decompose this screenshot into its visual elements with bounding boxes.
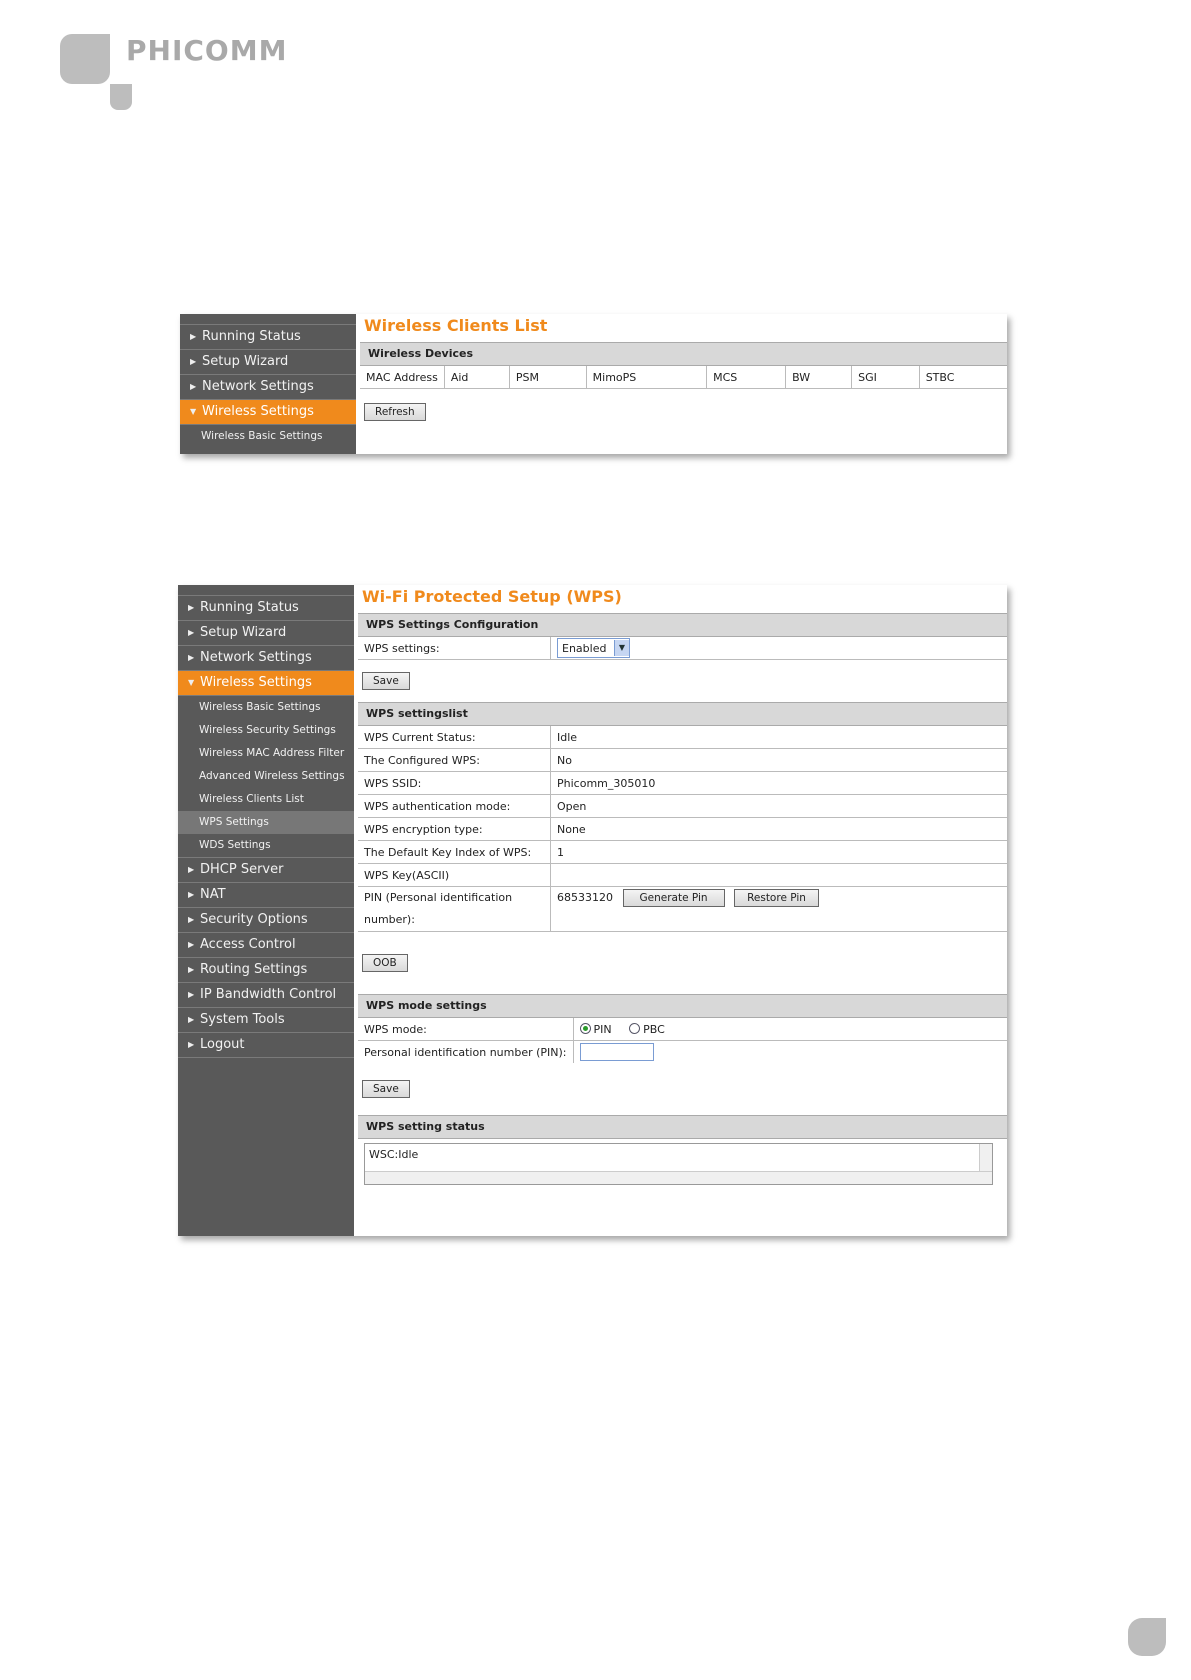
wps-configured: No	[551, 749, 1008, 772]
radio-pin[interactable]	[580, 1023, 591, 1034]
arrow-right-icon: ▶	[188, 628, 195, 637]
col-aid: Aid	[444, 366, 509, 389]
radio-pbc[interactable]	[629, 1023, 640, 1034]
col-sgi: SGI	[852, 366, 920, 389]
table-row: WPS mode: PIN PBC	[358, 1018, 1007, 1041]
arrow-right-icon: ▶	[188, 1015, 195, 1024]
page-title: Wireless Clients List	[364, 316, 548, 335]
nav-sub-wireless-basic[interactable]: Wireless Basic Settings	[201, 430, 323, 442]
arrow-right-icon: ▶	[188, 890, 195, 899]
nav-sub-wds-settings[interactable]: WDS Settings	[178, 834, 354, 858]
pin-value: 68533120	[557, 891, 613, 904]
logo-text: PHICOMM	[126, 34, 288, 67]
wps-encryption: None	[551, 818, 1008, 841]
arrow-right-icon: ▶	[188, 915, 195, 924]
arrow-right-icon: ▶	[188, 653, 195, 662]
table-row: WPS encryption type: None	[358, 818, 1007, 841]
wps-list-table	[358, 726, 1007, 932]
table-row	[358, 637, 1007, 660]
nav-security-options[interactable]: ▶ Security Options	[178, 908, 354, 933]
pin-input[interactable]	[580, 1043, 654, 1061]
wps-key-index: 1	[551, 841, 1008, 864]
col-mcs: MCS	[707, 366, 786, 389]
table-row: WPS Current Status: Idle	[358, 726, 1007, 749]
horizontal-scrollbar[interactable]	[365, 1171, 992, 1184]
arrow-right-icon: ▶	[188, 990, 195, 999]
wireless-clients-screenshot	[180, 314, 1007, 454]
wps-key-ascii	[551, 864, 1008, 887]
col-psm: PSM	[509, 366, 586, 389]
save-config-button[interactable]: Save	[362, 672, 410, 690]
phicomm-logo	[60, 34, 320, 114]
arrow-right-icon: ▶	[188, 603, 195, 612]
section-wps-status: WPS setting status	[358, 1115, 1007, 1139]
section-wps-list: WPS settingslist	[358, 702, 1007, 726]
arrow-right-icon: ▶	[188, 1040, 195, 1049]
nav-sub-wireless-security[interactable]: Wireless Security Settings	[199, 724, 336, 736]
arrow-right-icon: ▶	[190, 332, 197, 341]
nav-setup-wizard[interactable]: ▶ Setup Wizard	[180, 350, 356, 375]
oob-button[interactable]: OOB	[362, 954, 408, 972]
nav-access-control[interactable]: ▶ Access Control	[178, 933, 354, 958]
section-wps-config: WPS Settings Configuration	[358, 613, 1007, 637]
clients-table	[360, 366, 1007, 389]
content	[354, 585, 1007, 1236]
save-mode-button[interactable]: Save	[362, 1080, 410, 1098]
nav-sub-wireless-basic[interactable]: Wireless Basic Settings	[199, 701, 321, 713]
nav-network-settings[interactable]: ▶ Network Settings	[178, 646, 354, 671]
table-row: WPS Key(ASCII)	[358, 864, 1007, 887]
generate-pin-button[interactable]: Generate Pin	[623, 889, 725, 907]
nav-network-settings[interactable]: ▶ Network Settings	[180, 375, 356, 400]
pin-field-label: Personal identification number (PIN):	[358, 1041, 573, 1064]
table-row: WPS SSID: Phicomm_305010	[358, 772, 1007, 795]
wps-mode-label: WPS mode:	[358, 1018, 573, 1041]
sidebar	[178, 585, 354, 1236]
wps-auth-mode: Open	[551, 795, 1008, 818]
table-row: PIN (Personal identification number): 68533120 Generate Pin Restore Pin	[358, 887, 1007, 932]
table-row: WPS authentication mode: Open	[358, 795, 1007, 818]
nav-sub-wps-settings[interactable]: WPS Settings	[178, 811, 354, 834]
restore-pin-button[interactable]: Restore Pin	[734, 889, 819, 907]
table-row: The Configured WPS: No	[358, 749, 1007, 772]
page-corner-mark	[1128, 1618, 1166, 1656]
nav-running-status[interactable]: ▶ Running Status	[180, 325, 356, 350]
nav-routing-settings[interactable]: ▶ Routing Settings	[178, 958, 354, 983]
logo-mark-icon	[60, 34, 110, 84]
nav-wireless-settings[interactable]: ▼ Wireless Settings	[178, 671, 354, 696]
nav-sub-advanced-wireless[interactable]: Advanced Wireless Settings	[199, 770, 345, 782]
wps-ssid: Phicomm_305010	[551, 772, 1008, 795]
nav-dhcp-server[interactable]: ▶ DHCP Server	[178, 858, 354, 883]
arrow-right-icon: ▶	[188, 940, 195, 949]
wps-status-textarea[interactable]: WSC:Idle	[364, 1143, 993, 1185]
logo-mark-tail	[110, 84, 132, 110]
wps-settings-select[interactable]: Enabled ▼	[557, 638, 630, 658]
section-wps-mode: WPS mode settings	[358, 994, 1007, 1018]
content	[356, 314, 1007, 454]
col-bw: BW	[786, 366, 852, 389]
table-row	[358, 1041, 1007, 1064]
arrow-down-icon: ▼	[190, 407, 197, 416]
nav-sub-clients-list[interactable]: Wireless Clients List	[199, 793, 304, 805]
table-row: The Default Key Index of WPS: 1	[358, 841, 1007, 864]
arrow-right-icon: ▶	[188, 865, 195, 874]
vertical-scrollbar[interactable]	[979, 1144, 992, 1172]
chevron-down-icon: ▼	[614, 640, 629, 656]
nav-ip-bandwidth-control[interactable]: ▶ IP Bandwidth Control	[178, 983, 354, 1008]
table-header-row	[360, 366, 1007, 389]
col-stbc: STBC	[919, 366, 1007, 389]
arrow-right-icon: ▶	[188, 965, 195, 974]
arrow-right-icon: ▶	[190, 357, 197, 366]
refresh-button[interactable]: Refresh	[364, 403, 426, 421]
sidebar	[180, 314, 356, 454]
section-wireless-devices: Wireless Devices	[360, 342, 1007, 366]
nav-sub-mac-filter[interactable]: Wireless MAC Address Filter	[199, 747, 345, 759]
wps-settings-label: WPS settings:	[358, 637, 551, 660]
nav-system-tools[interactable]: ▶ System Tools	[178, 1008, 354, 1033]
wps-screenshot	[178, 585, 1007, 1236]
nav-logout[interactable]: ▶ Logout	[178, 1033, 354, 1058]
nav-wireless-settings[interactable]: ▼ Wireless Settings	[180, 400, 356, 425]
col-mac: MAC Address	[360, 366, 444, 389]
page-title: Wi-Fi Protected Setup (WPS)	[362, 587, 622, 606]
nav-running-status[interactable]: ▶ Running Status	[178, 596, 354, 621]
arrow-down-icon: ▼	[188, 678, 195, 687]
wps-current-status: Idle	[551, 726, 1008, 749]
wps-config-table	[358, 637, 1007, 660]
nav-nat[interactable]: ▶ NAT	[178, 883, 354, 908]
wps-mode-table	[358, 1018, 1007, 1063]
nav-setup-wizard[interactable]: ▶ Setup Wizard	[178, 621, 354, 646]
col-mimops: MimoPS	[586, 366, 706, 389]
arrow-right-icon: ▶	[190, 382, 197, 391]
